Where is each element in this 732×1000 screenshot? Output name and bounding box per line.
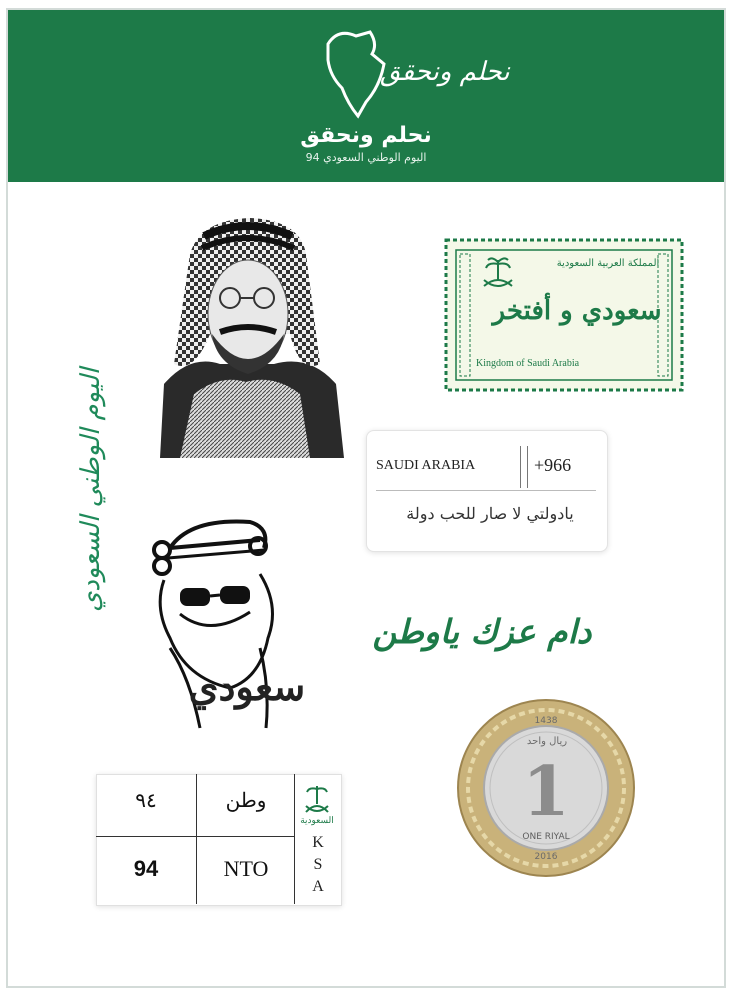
right-lens-icon (220, 586, 250, 604)
header-banner (8, 10, 724, 182)
plate-letters-latin: NTO (223, 856, 269, 881)
coin-numeral: 1 (522, 752, 570, 832)
palm-swords-emblem-icon (300, 782, 334, 816)
plate-arabic-script: يادولتي لا صار للحب دولة (406, 504, 574, 523)
vertical-calligraphy-text: اليوم الوطني السعودي (76, 367, 106, 613)
national-day-logo-icon (308, 24, 510, 120)
plate-row-divider (96, 836, 294, 837)
coin-denomination-label: ONE RIYAL (522, 832, 570, 842)
slogan-text: دام عزك ياوطن (372, 612, 592, 651)
plate-divider (520, 446, 528, 488)
plate-number-latin: 94 (133, 856, 159, 881)
plate-side-arabic: السعودية (300, 816, 334, 826)
logo-subtitle: اليوم الوطني السعودي 94 (305, 151, 427, 164)
plate-column-divider (196, 774, 197, 904)
left-lens-icon (180, 588, 210, 606)
plate-country-label: SAUDI ARABIA (376, 458, 476, 473)
stamp-english-text: Kingdom of Saudi Arabia (476, 358, 580, 369)
plate-number-arabic: ٩٤ (135, 788, 157, 812)
plate-ksa-letter: K (312, 834, 324, 851)
plate-separator (376, 490, 596, 491)
plate-letters-arabic: وطن (225, 788, 267, 812)
mascot-saudi-word: سعودي (188, 664, 306, 709)
stamp-arabic-header: المملكة العربية السعودية (556, 258, 660, 269)
logo-title: نحلم ونحقق (300, 123, 432, 148)
plate-ksa-letter: S (313, 856, 323, 873)
coin-arabic-label: ريال واحد (526, 736, 568, 747)
coin-year-gregorian: 2016 (534, 852, 558, 862)
coin-year-hijri: 1438 (534, 716, 558, 726)
king-portrait-image (150, 214, 344, 458)
stamp-main-text: سعودي و أفتخر (492, 296, 662, 326)
logo-mark-text: نحلم ونحقق (380, 57, 510, 87)
plate-country-code: +966 (534, 455, 572, 475)
plate-ksa-letter: A (312, 878, 324, 895)
plate-side-divider (294, 774, 295, 904)
phone-code-plate (366, 430, 608, 552)
plate-ksa-letters (310, 832, 326, 898)
